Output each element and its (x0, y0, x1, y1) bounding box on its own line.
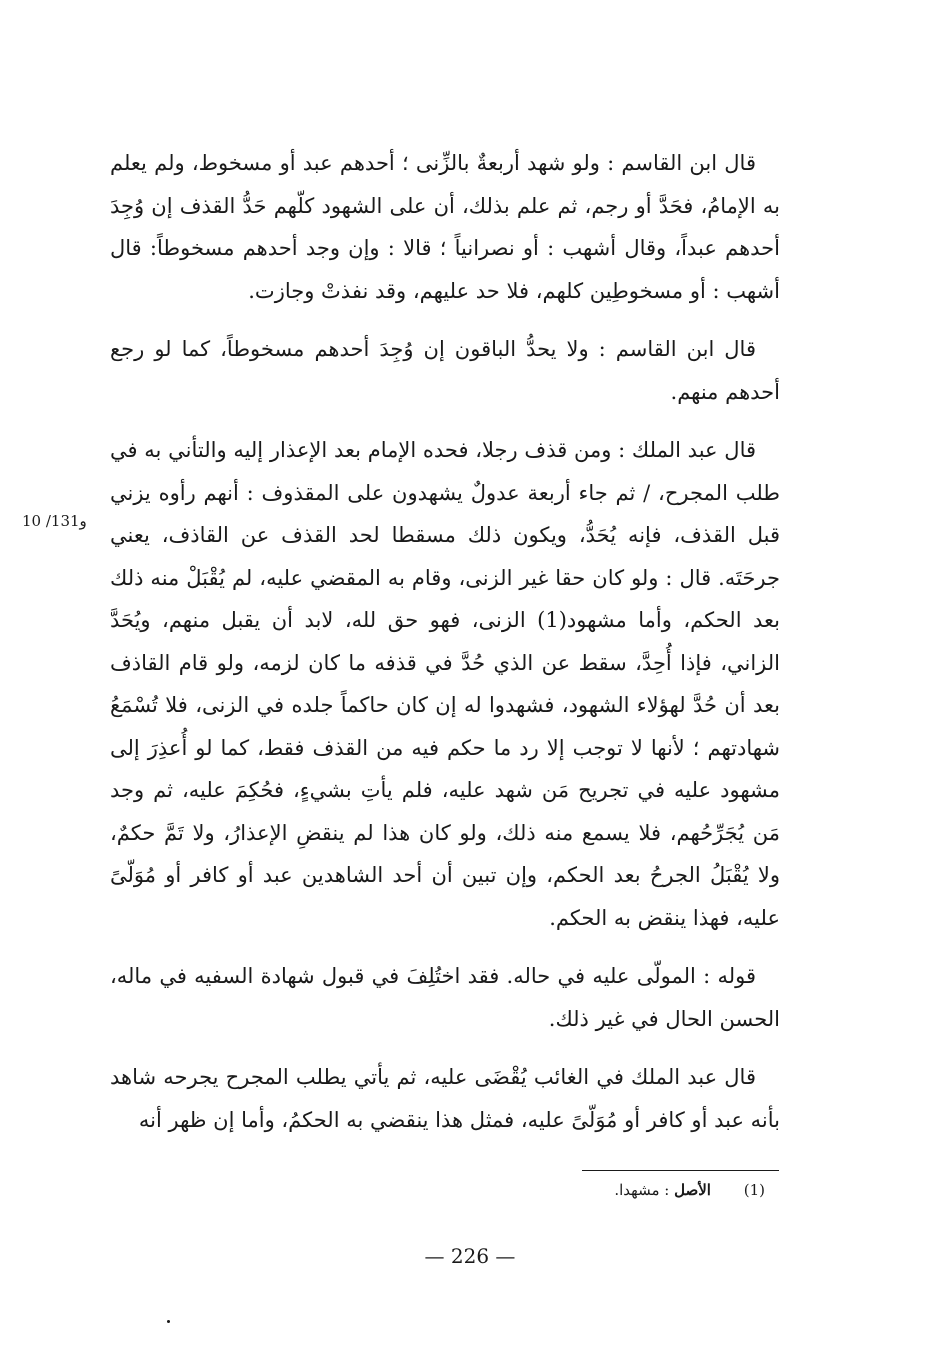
footnote-marker: (1) (743, 1181, 765, 1199)
paragraph: قال عبد الملك : ومن قذف رجلا، فحده الإمام بعد الإعذار إليه والتأني به في طلب المجرح، / ثم جاء أربعة عدولٌ يشهدون على المقذوف : أنهم رأوه يزني قبل القذف، فإنه يُحَدُّ، ويكون ذلك مسقطا لحد القذف عن القاذف، يعني جرحَتَه. قال : ولو كان حقا غير الزنى، وقام به المقضي عليه، لم يُقْبَلْ منه ذلك بعد الحكم، وأما مشهود(1) الزنى، فهو حق لله، لابد أن يقبل منهم، ويُحَدَّ الزاني، فإذا أُحِدَّ، سقط عن الذي حُدَّ في قذفه ما كان لزمه، ولو قام القاذف بعد أن حُدَّ لهؤلاء الشهود، فشهدوا له إن كان حاكماً جلده في الزنى، فلا تُسْمَعُ شهادتهم ؛ لأنها لا توجب إلا رد ما حكم فيه من القذف فقط، كما لو أُعذِرَ إلى مشهود عليه في تجريح مَن شهد عليه، فلم يأتِ بشيءٍ، فحُكِمَ عليه، ثم وجد مَن يُجَرِّحُهم، فلا يسمع منه ذلك، ولو كان هذا لم ينقضِ الإعذارُ، ولا تَمَّ حكمٌ، ولا يُقْبَلُ الجرحُ بعد الحكم، وإن تبين أن أحد الشاهدين عبد أو كافر أو مُوَلّىً عليه، فهذا ينقض به الحكم. (110, 438, 781, 930)
footnote-label: الأصل (674, 1181, 711, 1199)
paragraph: قال ابن القاسم : ولا يحدُّ الباقون إن وُجِدَ أحدهم مسخوطاً، كما لو رجع أحدهم منهم. (110, 337, 780, 404)
paragraph: قوله : المولّى عليه في حاله. فقد اختُلِفَ في قبول شهادة السفيه في ماله، الحسن الحال في غير ذلك. (110, 964, 780, 1031)
footnote-text: : مشهدا. (614, 1181, 670, 1199)
page-number: — 226 — (424, 1244, 516, 1268)
manuscript-folio-reference: 10 /131و (22, 512, 87, 530)
page-body (110, 142, 780, 1157)
footnote (440, 1181, 765, 1199)
paragraph: قال عبد الملك في الغائب يُقْضَى عليه، ثم يأتي يطلب المجرح يجرحه شاهد بأنه عبد أو كافر أو مُوَلّىً عليه، فمثل هذا ينقضي به الحكمُ، وأما إن ظهر أنه (110, 1065, 780, 1132)
scan-speck (167, 1320, 170, 1323)
footnote-divider (582, 1170, 779, 1171)
paragraph: قال ابن القاسم : ولو شهد أربعةٌ بالزِّنى ؛ أحدهم عبد أو مسخوط، ولم يعلم به الإمامُ، فحَدَّ أو رجم، ثم علم بذلك، أن على الشهود كلّهم حَدُّ القذف إن وُجِدَ أحدهم عبداً، وقال أشهب : أو نصرانياً ؛ قالا : وإن وجد أحدهم مسخوطاً: قال أشهب : أو مسخوطِين كلهم، فلا حد عليهم، وقد نفذتْ وجازت. (110, 151, 780, 303)
